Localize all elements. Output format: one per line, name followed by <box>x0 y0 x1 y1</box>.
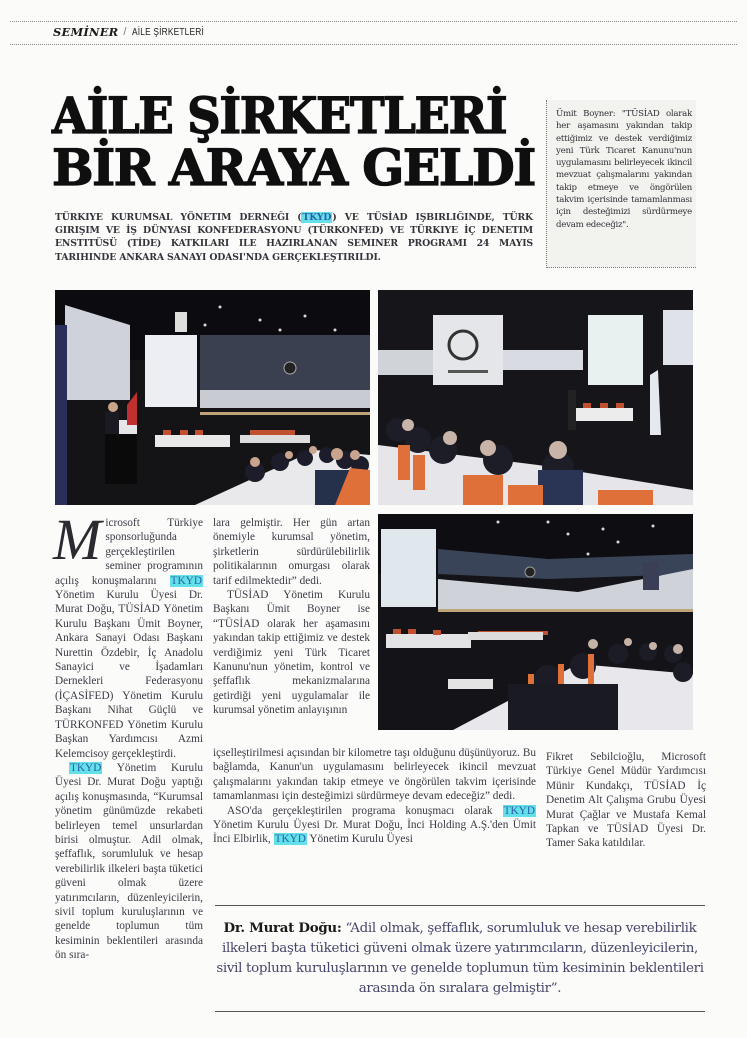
body-column-2 <box>213 516 370 718</box>
highlighted-tkyd: TKYD <box>274 833 306 846</box>
body-text: Yönetim Kurulu Üyesi Dr. Murat Doğu yaptığı açılış konuşmasında, “Kurumsal yönetim günümüzde rekabeti belirleyen temel unsurlardan birisi olmuştur. Adil olmak, şeffaflık, sorumluluk ve hesap verebilirlik ilkeleri başta tüketici güveni olmak üzere yatırımcıların, düzenleyicilerin, sivil toplum kuruluşlarının ve genelde toplumun tüm kesiminin beklentileri arasında ön sıra- <box>55 761 203 962</box>
body-text: ASO'da gerçekleştirilen programa konuşmacı olarak <box>227 804 503 817</box>
subtitle-part-1: TÜRKIYE KURUMSAL YÖNETIM DERNEĞI ( <box>55 212 302 223</box>
seminar-photo-speaker-podium <box>55 290 370 505</box>
body-paragraph: içselleştirilmesi açısından bir kilometre taşı olduğunu düşünüyoruz. Bu bağlamda, Kanun'un uygulamasını belirleyecek ikincil mevzuat çalışmalarını yakından takip etmeye ve öngörülen takvim içerisinde tamamlanması için desteğimizi sürdürmeye devam edeceğiz” dedi. <box>213 747 536 803</box>
body-text: icrosoft Türkiye sponsorluğunda gerçekleştirilen seminer programının açılış konuşmalarını <box>55 517 203 587</box>
pull-quote-speaker: Dr. Murat Doğu: <box>223 920 342 936</box>
article-title <box>52 86 535 197</box>
article-subtitle <box>55 211 533 264</box>
body-text: Yönetim Kurulu Üyesi <box>306 833 413 846</box>
header-bottom-rule <box>10 44 737 45</box>
side-quote-box <box>546 100 696 268</box>
body-paragraph: lara gelmiştir. Her gün artan önemiyle kurumsal yönetim, şirketlerin sürdürülebilirlik politikalarının omurgası olarak tarif edilmektedir” dedi. <box>213 517 370 587</box>
header-top-rule <box>10 21 737 22</box>
pull-quote-bottom-rule <box>215 1011 705 1012</box>
body-paragraph: TÜSİAD Yönetim Kurulu Başkanı Ümit Boyner ise “TÜSİAD olarak her aşamasını yakından takip ettiğimiz ve destek verdiğimiz yeni Türk Ticaret Kanunu'nun yönetim, kontrol ve şeffaflık mekanizmalarına getirdiği yeni uygulamalar ile kurumsal yönetim anlayışının <box>213 589 370 717</box>
body-wide-block <box>213 746 536 847</box>
topic-label: AİLE ŞİRKETLERİ <box>131 26 204 38</box>
title-line-2: BİR ARAYA GELDİ <box>52 138 535 197</box>
highlighted-tkyd: TKYD <box>302 212 332 223</box>
body-text: Yönetim Kurulu Üyesi Dr. Murat Doğu, İnci Holding A.Ş.'den Ümit İnci Elbirlik, <box>213 819 536 846</box>
body-paragraph: Fikret Sebilcioğlu, Microsoft Türkiye Genel Müdür Yardımcısı Münir Kundakçı, TÜSİAD İç Denetim Alt Çalışma Grubu Üyesi Murat Çağlar ve Mustafa Kemal Tapkan ve TÜSİAD Üyesi Dr. Tamer Saka katıldılar. <box>546 751 706 850</box>
page-header <box>53 25 222 39</box>
body-column-3 <box>546 750 706 851</box>
header-separator: / <box>123 26 127 38</box>
seminar-photo-audience-stage <box>378 290 693 505</box>
pull-quote-top-rule <box>215 905 705 906</box>
pull-quote-body: “Adil olmak, şeffaflık, sorumluluk ve hesap verebilirlik ilkeleri başta tüketici güveni olmak üzere yatırımcıların, düzenleyicilerin, sivil toplum kuruluşlarının ve genelde toplumun tüm kesiminin beklentileri arasında ön sıralara gelmiştir”. <box>216 921 704 996</box>
seminar-photo-hall-overview <box>378 514 693 730</box>
section-label: SEMİNER <box>53 25 119 39</box>
pull-quote <box>215 905 705 1012</box>
body-column-1 <box>53 507 203 963</box>
pull-quote-text <box>215 918 705 999</box>
subtitle-part-2: ) VE TÜSİAD IŞBIRLIĞINDE, TÜRK GIRIŞIM VE İŞ DÜNYASI KONFEDERASYONU (TÜRKONFED) VE TÜRKIYE İÇ DENETIM ENSTITÜSÜ (TİDE) KATKILARI ILE HAZIRLANAN SEMINER PROGRAMI 24 MAYIS TARIHINDE ANKARA SANAYI ODASI'NDA GERÇEKLEŞTIRILDI. <box>55 212 533 263</box>
body-paragraph <box>55 761 203 963</box>
highlighted-tkyd: TKYD <box>170 574 202 587</box>
highlighted-tkyd: TKYD <box>70 761 102 774</box>
drop-cap: M <box>53 507 102 572</box>
title-line-1: AİLE ŞİRKETLERİ <box>52 86 507 145</box>
body-paragraph <box>53 507 203 761</box>
side-quote-text: Ümit Boyner: "TÜSİAD olarak her aşamasını yakından takip ettiğimiz ve destek verdiğimiz yeni Türk Ticaret Kanunu'nun uygulamasını belirleyecek ikincil mevzuat çalışmalarını yakından takip etmeye ve öngörülen takvim içerisinde tamamlanması için desteğimizi sürdürmeye devam edeceğiz". <box>556 109 692 230</box>
highlighted-tkyd: TKYD <box>503 804 535 817</box>
body-paragraph <box>213 804 536 847</box>
body-text: Yönetim Kurulu Üyesi Dr. Murat Doğu, TÜSİAD Yönetim Kurulu Başkanı Ümit Boyner, Ankara Sanayi Odası Başkanı Nurettin Özdebir, İç Anadolu Sanayici ve İşadamları Dernekleri Federasyonu (İÇASİFED) Yönetim Kurulu Başkanı Nihat Güçlü ve TÜRKONFED Yönetim Kurulu Başkan Yardımcısı Azmi Kelemcisoy gerçekleştirdi. <box>55 589 203 760</box>
